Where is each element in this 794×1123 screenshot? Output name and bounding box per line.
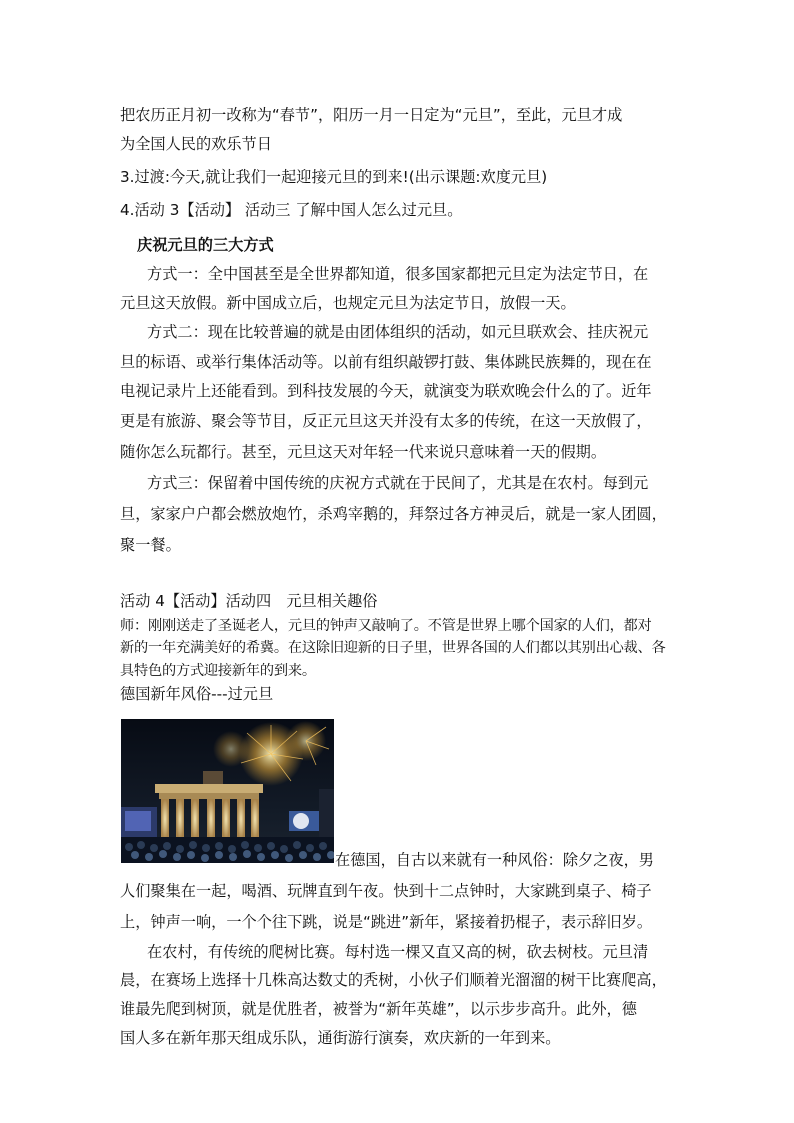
- germany-line: 晨，在赛场上选择十几株高达数丈的秃树，小伙子们顺着光溜溜的树干比赛爬高，: [120, 971, 667, 989]
- paragraph-line: 旦，家家户户都会燃放炮竹，杀鸡宰鹅的，拜祭过各方神灵后，就是一家人团圆，: [120, 505, 667, 523]
- paragraph-line: 方式三：保留着中国传统的庆祝方式就在于民间了，尤其是在农村。每到元: [147, 474, 649, 492]
- paragraph-line: 更是有旅游、聚会等节目，反正元旦这天并没有太多的传统，在这一天放假了，: [120, 412, 652, 430]
- section-title-three-ways: 庆祝元旦的三大方式: [137, 236, 274, 254]
- paragraph-line: 旦的标语、或举行集体活动等。以前有组织敲锣打鼓、集体跳民族舞的，现在在: [120, 353, 652, 371]
- intro-line-2: 为全国人民的欢乐节日: [120, 135, 272, 153]
- step-4-activity-3: 4.活动 3【活动】 活动三 了解中国人怎么过元旦。: [120, 201, 463, 219]
- step-3-transition: 3.过渡:今天,就让我们一起迎接元旦的到来!(出示课题:欢度元旦): [120, 168, 548, 186]
- intro-line-1: 把农历正月初一改称为“春节”，阳历一月一日定为“元旦”，至此，元旦才成: [120, 106, 623, 124]
- paragraph-line: 聚一餐。: [120, 536, 181, 554]
- paragraph-line: 方式二：现在比较普遍的就是由团体组织的活动，如元旦联欢会、挂庆祝元: [147, 323, 649, 341]
- germany-line: 谁最先爬到树顶，就是优胜者，被誉为“新年英雄”，以示步步高升。此外，德: [120, 1000, 637, 1018]
- germany-heading: 德国新年风俗---过元旦: [120, 685, 274, 703]
- brandenburg-gate-fireworks-photo: [121, 719, 334, 863]
- teacher-line: 新的一年充满美好的希冀。在这除旧迎新的日子里，世界各国的人们都以其别出心裁、各: [120, 640, 666, 656]
- paragraph-line: 方式一：全中国甚至是全世界都知道，很多国家都把元旦定为法定节日，在: [147, 265, 649, 283]
- germany-line: 上，钟声一响，一个个往下跳，说是“跳进”新年，紧接着扔棍子，表示辞旧岁。: [120, 913, 653, 931]
- germany-line: 在农村，有传统的爬树比赛。每村选一棵又直又高的树，砍去树枝。元旦清: [147, 943, 649, 961]
- paragraph-line: 随你怎么玩都行。甚至，元旦这天对年轻一代来说只意味着一天的假期。: [120, 443, 606, 461]
- teacher-line: 师：刚刚送走了圣诞老人，元旦的钟声又敲响了。不管是世界上哪个国家的人们，都对: [120, 618, 652, 634]
- germany-line: 国人多在新年那天组成乐队，通街游行演奏，欢庆新的一年到来。: [120, 1029, 561, 1047]
- germany-text-beside-photo: 在德国，自古以来就有一种风俗：除夕之夜，男: [335, 851, 654, 869]
- paragraph-line: 元旦这天放假。新中国成立后，也规定元旦为法定节日，放假一天。: [120, 294, 576, 312]
- paragraph-line: 电视记录片上还能看到。到科技发展的今天，就演变为联欢晚会什么的了。近年: [120, 382, 652, 400]
- teacher-line: 具特色的方式迎接新年的到来。: [120, 663, 316, 679]
- germany-line: 人们聚集在一起，喝酒、玩牌直到午夜。快到十二点钟时，大家跳到桌子、椅子: [120, 882, 652, 900]
- activity-4-heading: 活动 4【活动】活动四 元旦相关趣俗: [120, 592, 378, 610]
